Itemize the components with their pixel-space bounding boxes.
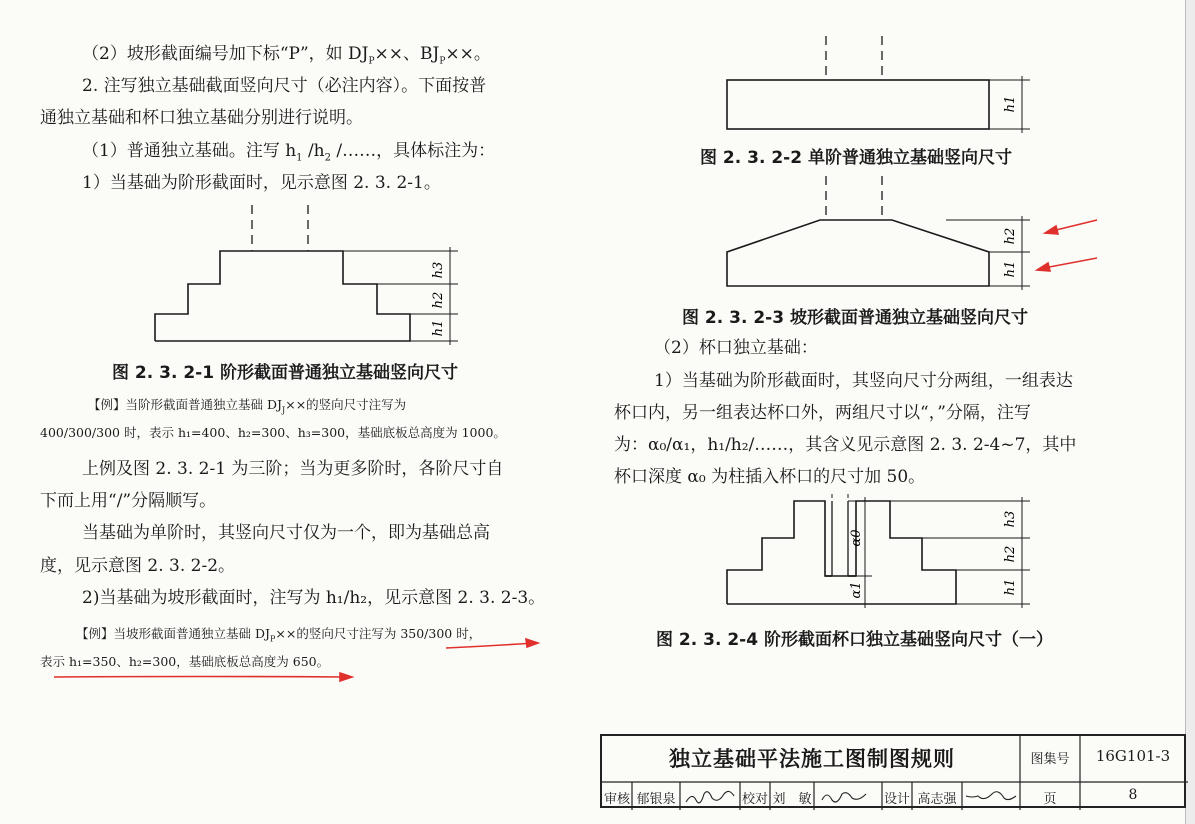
label-h1: h1 (1003, 260, 1018, 278)
cup-outline (727, 501, 956, 604)
label-h1: h1 (431, 319, 446, 337)
paragraph-stepped-section: 1）当基础为阶形截面时，见示意图 2. 3. 2-1。 (82, 173, 441, 193)
figure-sloped-foundation (720, 176, 1040, 296)
red-underline-1 (446, 643, 534, 648)
single-step-outline (727, 80, 989, 129)
paragraph-single-step-line1: 当基础为单阶时，其竖向尺寸仅为一个，即为基础总高 (82, 523, 490, 543)
figure-caption-2-3-2-2: 图 2. 3. 2-2 单阶普通独立基础竖向尺寸 (700, 148, 1012, 168)
designer-name: 高志强 (917, 792, 957, 807)
label-h2: h2 (1003, 545, 1018, 563)
label-h2: h2 (1003, 227, 1018, 245)
check-label: 校对 (741, 792, 768, 807)
label-h2: h2 (431, 291, 446, 309)
figure-cup-foundation (720, 494, 1040, 614)
paragraph-vertical-dimension-line1: 2. 注写独立基础截面竖向尺寸（必注内容）。下面按普 (82, 76, 487, 96)
example-2-line1: 【例】当坡形截面普通独立基础 $DJ_P\times\times$的竖向尺寸注写为 350/300 时， (76, 626, 482, 644)
label-h3: h3 (431, 261, 446, 279)
red-arrow-h2 (1052, 220, 1097, 231)
label-h3: h3 (1003, 510, 1018, 528)
design-label: 设计 (883, 792, 910, 807)
paragraph-single-step-line2: 度，见示意图 2. 3. 2-2。 (40, 556, 236, 576)
paragraph-cup-line3: 为：α₀/α₁，h₁/h₂/……，其含义见示意图 2. 3. 2-4~7，其中 (614, 435, 1077, 455)
example-1-line1: 【例】当阶形截面普通独立基础 $DJ_J\times\times$的竖向尺寸注写为 (88, 397, 407, 415)
reviewer-name: 郁银泉 (636, 792, 676, 807)
label-h1: h1 (1003, 578, 1018, 596)
paragraph-ordinary-foundation: （1）普通独立基础。注写 $h_1$ $/h_2$ /……，具体标注为： (82, 141, 496, 164)
paragraph-cup-line1: 1）当基础为阶形截面时，其竖向尺寸分两组，一组表达 (654, 371, 1073, 391)
paragraph-more-steps-line2: 下而上用“/”分隔顺写。 (40, 491, 217, 511)
reviewer-signature (686, 791, 734, 802)
atlas-label: 图集号 (1030, 752, 1070, 767)
paragraph-cup-line4: 杯口深度 α₀ 为柱插入杯口的尺寸加 50。 (614, 467, 926, 487)
label-a0: α0 (849, 529, 864, 547)
paragraph-vertical-dimension-line2: 通独立基础和杯口独立基础分别进行说明。 (40, 108, 363, 128)
title-block (600, 734, 1186, 808)
atlas-number: 16G101-3 (1095, 747, 1171, 765)
paragraph-cup-foundation: （2）杯口独立基础： (654, 338, 818, 358)
paragraph-sloped-section: 2)当基础为坡形截面时，注写为 h₁/h₂，见示意图 2. 3. 2-3。 (82, 588, 546, 608)
review-label: 审核 (603, 792, 630, 807)
figure-caption-2-3-2-1: 图 2. 3. 2-1 阶形截面普通独立基础竖向尺寸 (112, 363, 458, 383)
label-h1: h1 (1003, 95, 1018, 113)
example-2-line2: 表示 h₁=350、h₂=300，基础底板总高度为 650。 (40, 654, 330, 669)
paragraph-section-number-note: （2）坡形截面编号加下标“P”，如 $DJ_P\times\times$、$BJ_P\times\times$。 (82, 44, 491, 67)
example-1-line2: 400/300/300 时，表示 h₁=400、h₂=300、h₃=300，基础底板总高度为 1000。 (40, 425, 506, 440)
red-underline-2 (54, 677, 346, 678)
figure-caption-2-3-2-4: 图 2. 3. 2-4 阶形截面杯口独立基础竖向尺寸（一） (656, 630, 1053, 650)
figure-caption-2-3-2-3: 图 2. 3. 2-3 坡形截面普通独立基础竖向尺寸 (682, 308, 1028, 328)
paragraph-cup-line2: 杯口内，另一组表达杯口外，两组尺寸以“，”分隔，注写 (614, 403, 1031, 423)
figure-single-step-foundation (720, 36, 1040, 136)
paragraph-more-steps-line1: 上例及图 2. 3. 2-1 为三阶；当为更多阶时，各阶尺寸自 (82, 459, 504, 479)
page-number: 8 (1128, 787, 1138, 803)
red-arrowhead-1 (526, 639, 538, 647)
label-a1: α1 (849, 581, 864, 599)
designer-signature (966, 792, 1016, 800)
red-arrow-h1 (1044, 258, 1097, 268)
drawing-title: 独立基础平法施工图制图规则 (669, 747, 955, 771)
checker-name: 刘 敏 (772, 792, 812, 807)
signatures (686, 791, 1016, 802)
page-label: 页 (1043, 792, 1057, 807)
red-arrowhead-2 (340, 673, 352, 681)
sloped-outline (727, 220, 989, 286)
checker-signature (822, 793, 866, 802)
